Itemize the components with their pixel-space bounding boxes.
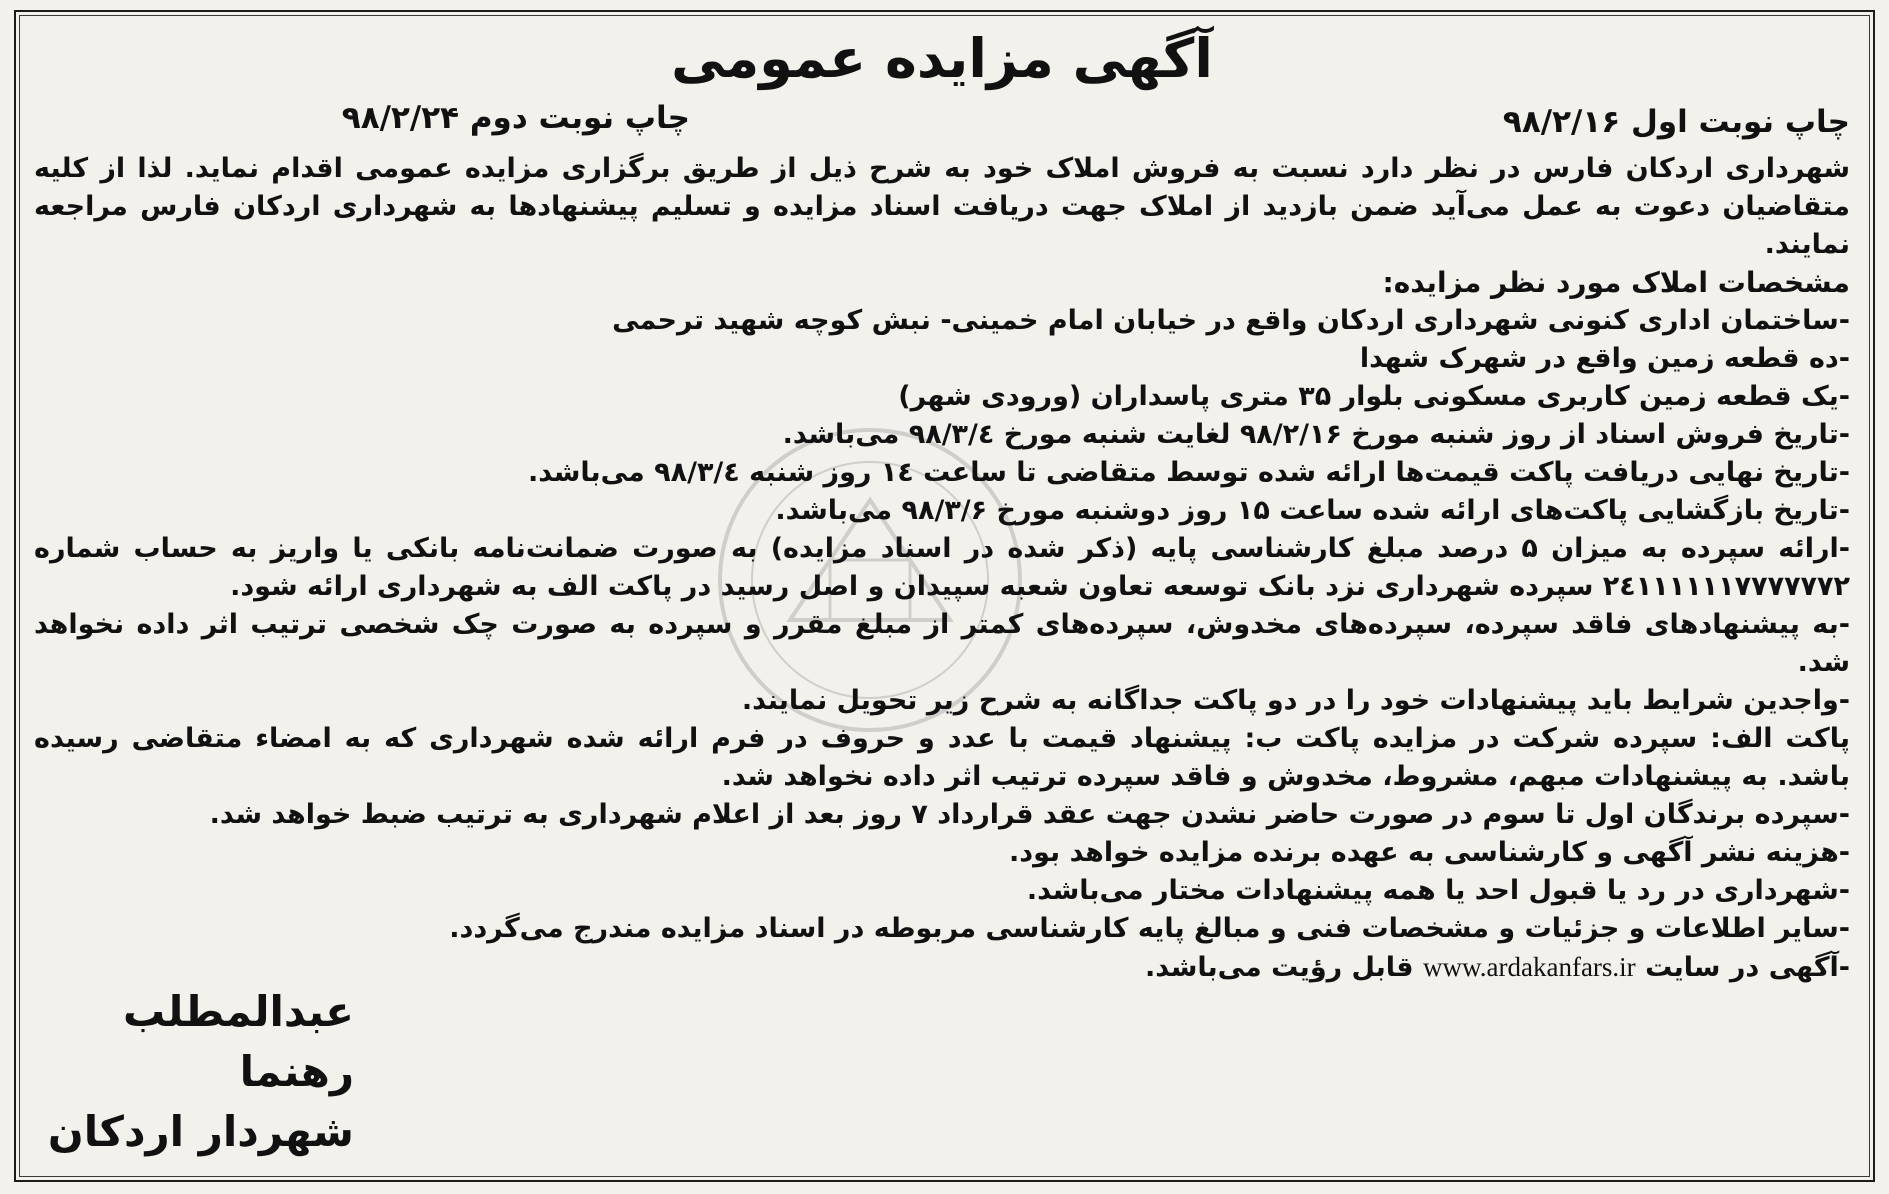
properties-heading: مشخصات املاک مورد نظر مزایده:: [1382, 266, 1850, 299]
print-second-date: چاپ نوبت دوم ۹۸/۲/۲۴: [341, 100, 690, 136]
deposit-paragraph: -ارائه سپرده به میزان ۵ درصد مبلغ کارشناسی پایه (ذکر شده در اسناد مزایده) به صورت ضمانت‌نامه بانکی یا واریز به حساب شماره ۲٤۱۱۱۱۱۱۷۷۷۷۷۷۲ سپرده شهرداری نزد بانک توسعه تعاون شعبه سپیدان و اصل رسید در پاکت الف به شهرداری ارائه شود.: [34, 533, 1851, 602]
print-dates: [34, 98, 1850, 150]
other-info-paragraph: -سایر اطلاعات و جزئیات و مشخصات فنی و مبالغ پایه کارشناسی مربوطه در اسناد مزایده مندرج می‌گردد.: [449, 913, 1850, 944]
rights-paragraph: -شهرداری در رد یا قبول احد یا همه پیشنهادات مختار می‌باشد.: [1026, 875, 1850, 906]
notice-title: آگهی مزایده عمومی: [671, 27, 1213, 90]
property-item: -ساختمان اداری کنونی شهرداری اردکان واقع در خیابان امام خمینی- نبش کوچه شهید ترحمی: [612, 305, 1850, 336]
no-effect-paragraph: -به پیشنهادهای فاقد سپرده، سپرده‌های مخدوش، سپرده‌های کمتر از مبلغ مقرر و سپرده به صورت چک شخصی ترتیب اثر داده نخواهد شد.: [34, 609, 1850, 678]
print-first-date: چاپ نوبت اول ۹۸/۲/۱۶: [1502, 104, 1850, 140]
signature-title: شهردار اردکان: [47, 1107, 354, 1156]
property-item: -یک قطعه زمین کاربری مسکونی بلوار ۳۵ متری پاسداران (ورودی شهر): [898, 381, 1850, 412]
website-prefix: -آگهی در سایت: [1645, 952, 1850, 983]
notice-content: [34, 24, 1850, 1172]
signature-block: [34, 982, 354, 1162]
date-item: -تاریخ بازگشایی پاکت‌های ارائه شده ساعت ۱۵ روز دوشنبه مورخ ۹۸/۳/۶ می‌باشد.: [775, 495, 1850, 526]
notice-body: [34, 150, 1850, 987]
date-item: -تاریخ فروش اسناد از روز شنبه مورخ ۹۸/۲/۱۶ لغایت شنبه مورخ ۹۸/۳/٤ می‌باشد.: [782, 419, 1850, 450]
property-item: -ده قطعه زمین واقع در شهرک شهدا: [1359, 343, 1850, 374]
cost-paragraph: -هزینه نشر آگهی و کارشناسی به عهده برنده مزایده خواهد بود.: [1008, 837, 1850, 868]
two-packets-paragraph: -واجدین شرایط باید پیشنهادات خود را در دو پاکت جداگانه به شرح زیر تحویل نمایند.: [741, 685, 1850, 716]
website-link[interactable]: www.ardakanfars.ir: [1423, 952, 1636, 982]
packets-detail-paragraph: پاکت الف: سپرده شرکت در مزایده پاکت ب: پیشنهاد قیمت با عدد و حروف در فرم ارائه شده شهرداری که به امضاء متقاضی رسیده باشد. به پیشنهادات مبهم، مشروط، مخدوش و فاقد سپرده ترتیب اثر داده نخواهد شد.: [34, 723, 1850, 792]
intro-paragraph: شهرداری اردکان فارس در نظر دارد نسبت به فروش املاک خود به شرح ذیل از طریق برگزاری مزایده عمومی اقدام نماید. لذا از کلیه متقاضیان دعوت به عمل می‌آید ضمن بازدید از املاک جهت دریافت اسناد مزایده و تسلیم پیشنهادها به شهرداری اردکان فارس مراجعه نمایند.: [34, 153, 1850, 260]
website-suffix: قابل رؤیت می‌باشد.: [1144, 952, 1414, 983]
signature-name: عبدالمطلب رهنما: [123, 987, 354, 1096]
forfeit-paragraph: -سپرده برندگان اول تا سوم در صورت حاضر نشدن جهت عقد قرارداد ۷ روز بعد از اعلام شهرداری به ترتیب ضبط خواهد شد.: [209, 799, 1850, 830]
date-item: -تاریخ نهایی دریافت پاکت قیمت‌ها ارائه شده توسط متقاضی تا ساعت ۱٤ روز شنبه ۹۸/۳/٤ می‌باشد.: [528, 457, 1850, 488]
